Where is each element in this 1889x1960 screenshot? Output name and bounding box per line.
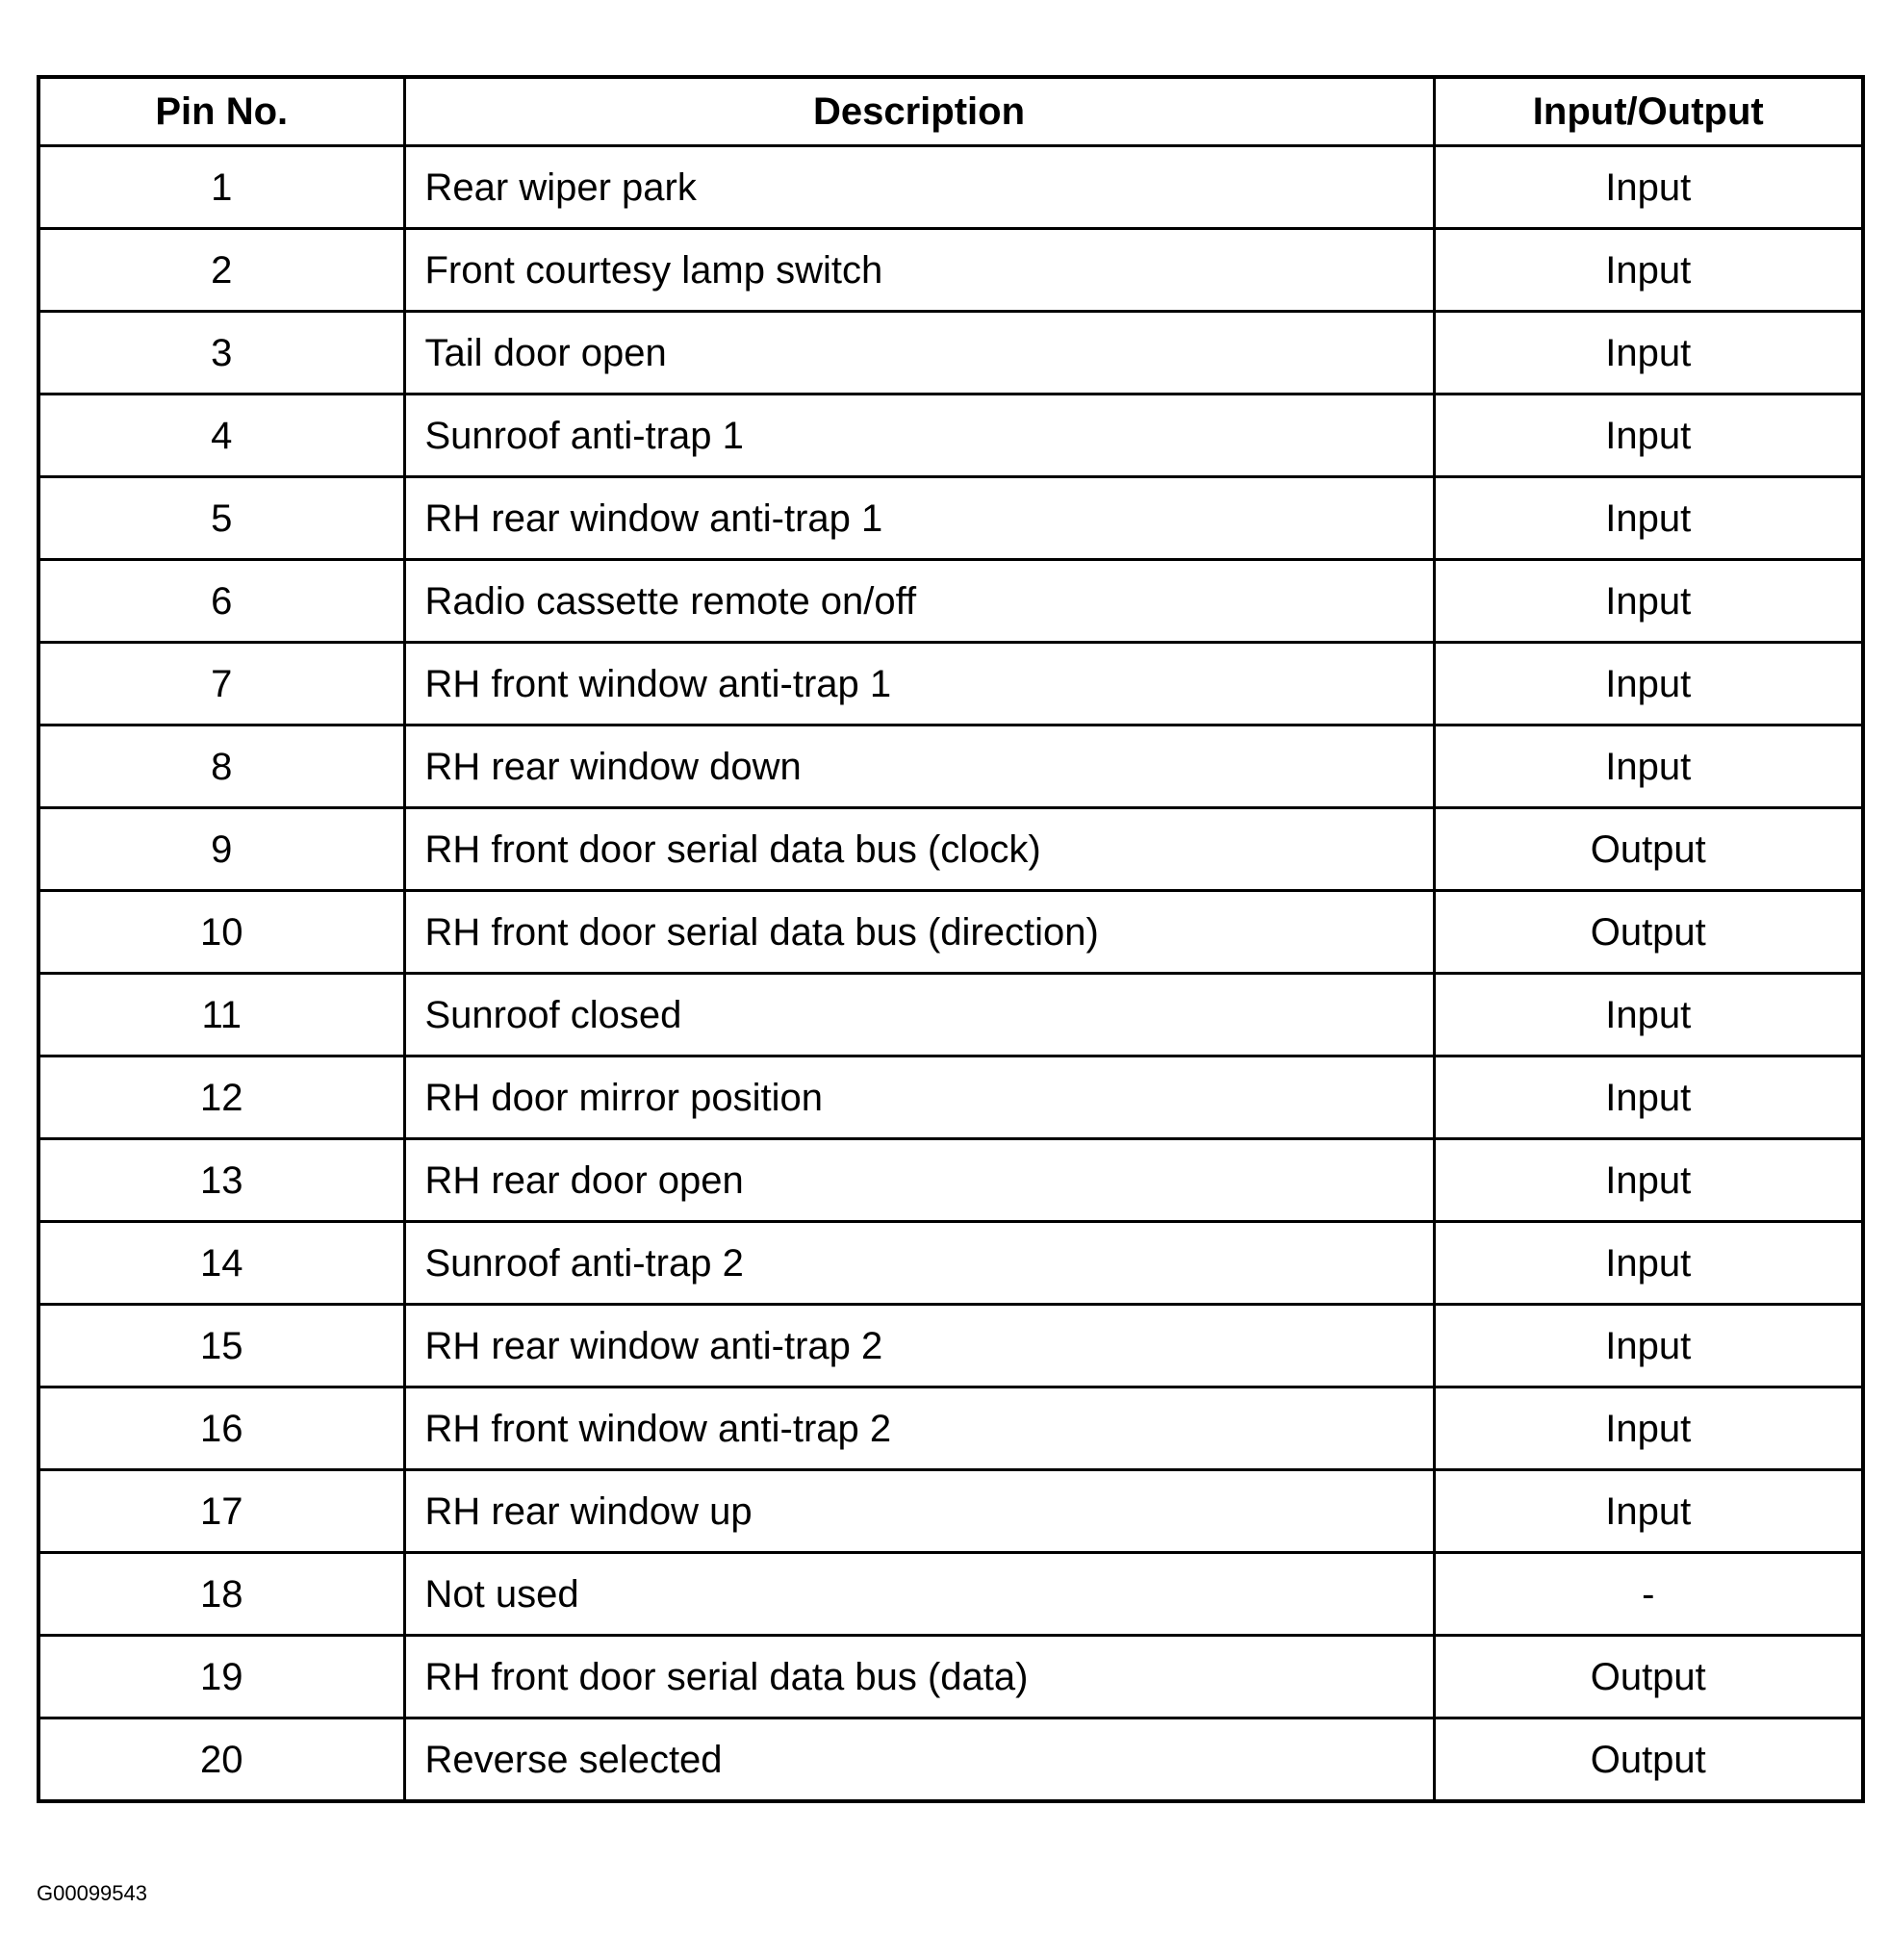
header-pin-no: Pin No. (38, 77, 404, 146)
description-cell: Sunroof anti-trap 1 (404, 395, 1434, 477)
pin-number-cell: 14 (38, 1222, 404, 1305)
pin-number-cell: 6 (38, 560, 404, 643)
description-cell: RH front window anti-trap 2 (404, 1387, 1434, 1470)
table-body (38, 146, 1863, 1802)
table-row (38, 891, 1863, 974)
pin-number-cell: 11 (38, 974, 404, 1056)
description-cell: RH front door serial data bus (data) (404, 1636, 1434, 1718)
description-cell: RH door mirror position (404, 1056, 1434, 1139)
description-cell: RH rear window anti-trap 2 (404, 1305, 1434, 1387)
description-cell: RH front window anti-trap 1 (404, 643, 1434, 725)
input-output-cell: Input (1434, 1305, 1863, 1387)
input-output-cell: Input (1434, 229, 1863, 312)
table-row (38, 146, 1863, 229)
figure-id: G00099543 (37, 1881, 147, 1905)
table-row (38, 1718, 1863, 1802)
pin-number-cell: 17 (38, 1470, 404, 1553)
table-row (38, 1139, 1863, 1222)
description-cell: RH rear window down (404, 725, 1434, 808)
pin-number-cell: 4 (38, 395, 404, 477)
description-cell: Not used (404, 1553, 1434, 1636)
table-row (38, 1222, 1863, 1305)
input-output-cell: Input (1434, 1470, 1863, 1553)
description-cell: Sunroof anti-trap 2 (404, 1222, 1434, 1305)
input-output-cell: Input (1434, 1222, 1863, 1305)
pin-number-cell: 5 (38, 477, 404, 560)
table-header (38, 77, 1863, 146)
input-output-cell: Output (1434, 1636, 1863, 1718)
table-row (38, 1553, 1863, 1636)
table-row (38, 229, 1863, 312)
table-row (38, 1056, 1863, 1139)
pin-table (37, 75, 1865, 1803)
input-output-cell: Input (1434, 1056, 1863, 1139)
input-output-cell: Output (1434, 808, 1863, 891)
input-output-cell: Input (1434, 1139, 1863, 1222)
input-output-cell: Input (1434, 146, 1863, 229)
table-row (38, 560, 1863, 643)
table-row (38, 725, 1863, 808)
table-row (38, 643, 1863, 725)
pin-number-cell: 13 (38, 1139, 404, 1222)
description-cell: Tail door open (404, 312, 1434, 395)
pin-number-cell: 16 (38, 1387, 404, 1470)
input-output-cell: - (1434, 1553, 1863, 1636)
pin-number-cell: 3 (38, 312, 404, 395)
pin-number-cell: 15 (38, 1305, 404, 1387)
description-cell: Front courtesy lamp switch (404, 229, 1434, 312)
pin-number-cell: 18 (38, 1553, 404, 1636)
description-cell: RH rear window anti-trap 1 (404, 477, 1434, 560)
table-row (38, 1387, 1863, 1470)
table-row (38, 1470, 1863, 1553)
table-row (38, 477, 1863, 560)
pin-number-cell: 7 (38, 643, 404, 725)
input-output-cell: Input (1434, 725, 1863, 808)
description-cell: Reverse selected (404, 1718, 1434, 1802)
description-cell: RH rear window up (404, 1470, 1434, 1553)
table-row (38, 808, 1863, 891)
pin-number-cell: 20 (38, 1718, 404, 1802)
input-output-cell: Output (1434, 1718, 1863, 1802)
header-row (38, 77, 1863, 146)
header-description: Description (404, 77, 1434, 146)
pin-number-cell: 1 (38, 146, 404, 229)
pin-number-cell: 2 (38, 229, 404, 312)
input-output-cell: Input (1434, 643, 1863, 725)
table-row (38, 312, 1863, 395)
description-cell: Radio cassette remote on/off (404, 560, 1434, 643)
pin-number-cell: 19 (38, 1636, 404, 1718)
pin-number-cell: 10 (38, 891, 404, 974)
pin-number-cell: 9 (38, 808, 404, 891)
pin-number-cell: 8 (38, 725, 404, 808)
description-cell: RH front door serial data bus (clock) (404, 808, 1434, 891)
input-output-cell: Input (1434, 312, 1863, 395)
description-cell: RH front door serial data bus (direction) (404, 891, 1434, 974)
pin-number-cell: 12 (38, 1056, 404, 1139)
input-output-cell: Input (1434, 560, 1863, 643)
input-output-cell: Input (1434, 1387, 1863, 1470)
description-cell: RH rear door open (404, 1139, 1434, 1222)
table-row (38, 1305, 1863, 1387)
table-row (38, 974, 1863, 1056)
input-output-cell: Output (1434, 891, 1863, 974)
input-output-cell: Input (1434, 974, 1863, 1056)
table-row (38, 395, 1863, 477)
header-input-output: Input/Output (1434, 77, 1863, 146)
description-cell: Sunroof closed (404, 974, 1434, 1056)
description-cell: Rear wiper park (404, 146, 1434, 229)
table-row (38, 1636, 1863, 1718)
input-output-cell: Input (1434, 477, 1863, 560)
input-output-cell: Input (1434, 395, 1863, 477)
